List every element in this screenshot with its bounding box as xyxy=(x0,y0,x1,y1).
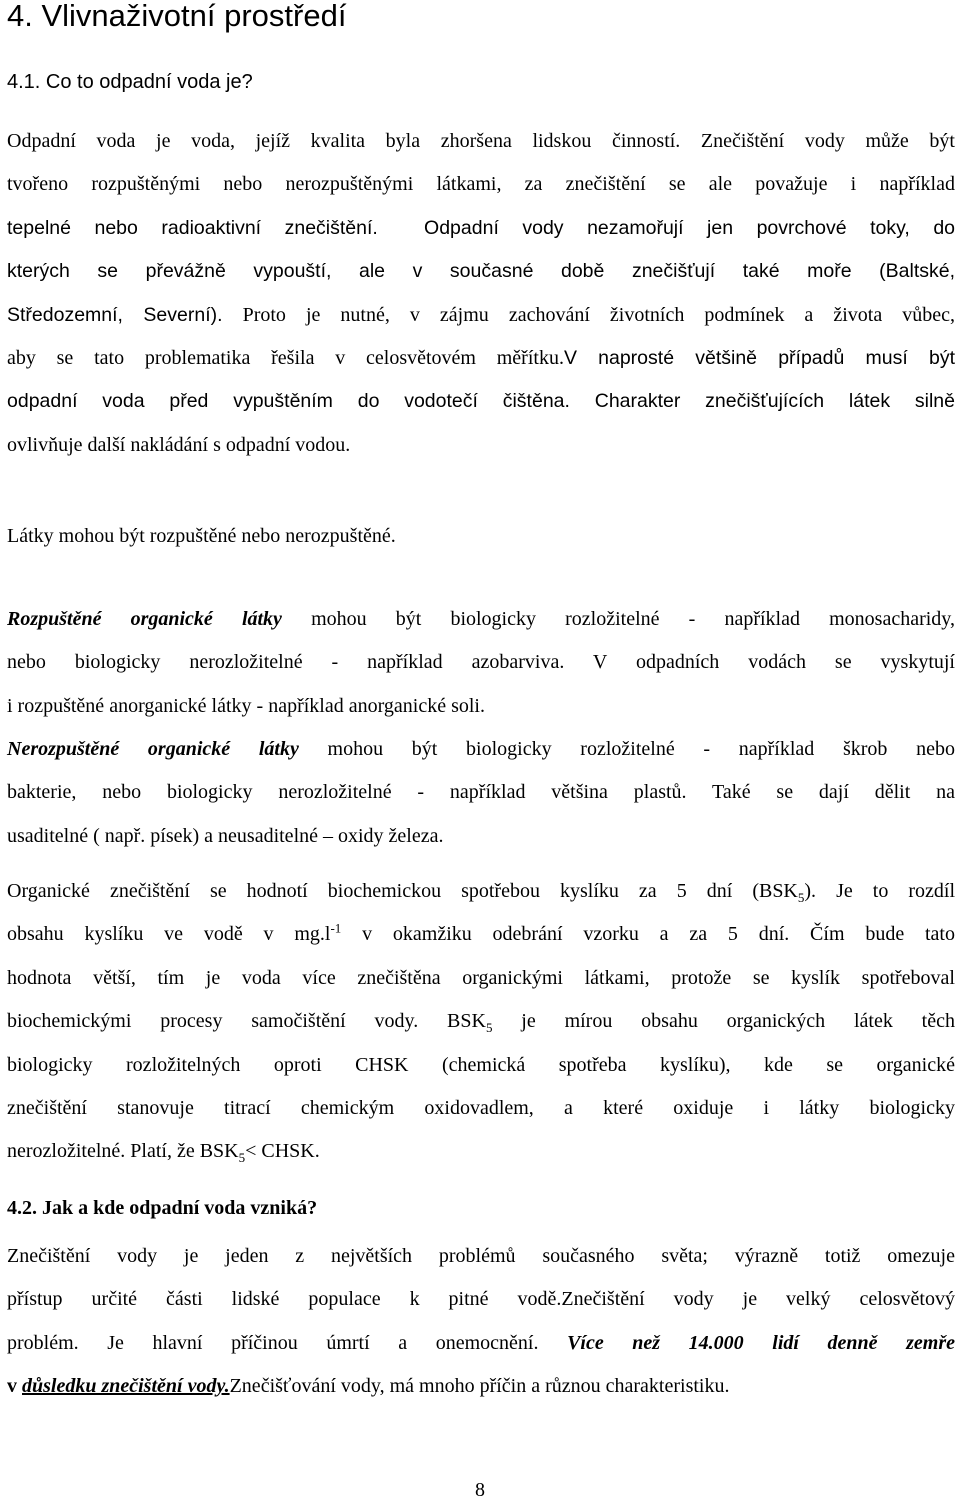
section-heading-4-1: 4.1. Co to odpadní voda je? xyxy=(7,71,253,93)
text-line xyxy=(7,641,955,684)
text-line xyxy=(7,294,955,337)
text-line xyxy=(7,598,955,641)
text-line xyxy=(7,1044,955,1087)
subscript: 5 xyxy=(238,1150,246,1166)
text-run: bakterie, nebo biologicky nerozložitelné - například většina plastů. Také se dají dělit na xyxy=(7,781,955,804)
text-line xyxy=(7,1000,955,1043)
subscript: 5 xyxy=(797,890,805,905)
text-run: aby se tato problematika řešila v celosvětovém měřítku. xyxy=(7,346,564,369)
text-line xyxy=(7,957,955,1000)
text-run: kterých se převážně vypouští, ale v současné době znečišťují také moře (Baltské, xyxy=(7,260,955,283)
text-run: Organické znečištění se hodnotí biochemickou spotřebou kyslíku za 5 dní (BSK xyxy=(7,880,798,902)
text-run: Znečištění vody je jeden z největších problémů současného světa; výrazně totiž omezuje xyxy=(7,1245,955,1267)
text-run: Odpadní vody nezamořují jen povrchové toky, do xyxy=(424,216,956,239)
text-line xyxy=(7,1278,955,1321)
subscript: 5 xyxy=(485,1020,493,1036)
text-run: tepelné nebo radioaktivní znečištění. xyxy=(7,216,378,239)
paragraph-undissolved-organic xyxy=(7,728,955,858)
text-run: ). Je to rozdíl xyxy=(804,880,955,902)
text-line xyxy=(7,771,955,814)
text-line xyxy=(7,728,955,771)
text-line xyxy=(7,337,955,380)
term-undissolved-organic: Nerozpuštěné organické látky xyxy=(7,738,299,760)
emphasis-underlined: důsledku znečištění vody. xyxy=(22,1375,230,1398)
text-line xyxy=(7,685,955,728)
text-run: je mírou obsahu organických látek těch xyxy=(492,1010,955,1033)
text-run: tvořeno rozpuštěnými nebo nerozpuštěnými látkami, za znečištění se ale považuje i například xyxy=(7,173,955,196)
page-title: 4. Vlivnaživotní prostředí xyxy=(7,0,347,33)
text-line xyxy=(7,250,955,293)
text-line xyxy=(7,207,955,250)
text-line xyxy=(7,515,955,558)
text-line xyxy=(7,1130,955,1173)
text-run: odpadní voda před vypuštěním do vodotečí čištěna. Charakter znečišťujících látek silně xyxy=(7,390,955,413)
text-line xyxy=(7,380,955,423)
text-line xyxy=(7,870,955,913)
paragraph-substances xyxy=(7,515,955,558)
text-line xyxy=(7,1087,955,1130)
page-number: 8 xyxy=(475,1479,485,1501)
section-heading-4-2: 4.2. Jak a kde odpadní voda vzniká? xyxy=(7,1197,318,1219)
text-line xyxy=(7,1322,955,1365)
emphasis-text: Více než 14.000 lidí denně zemře xyxy=(567,1331,956,1354)
text-line xyxy=(7,815,955,858)
text-line xyxy=(7,120,955,163)
text-run: biologicky rozložitelných oproti CHSK (chemická spotřeba kyslíku), kde se organické xyxy=(7,1053,955,1076)
paragraph-bsk xyxy=(7,870,955,1174)
text-run: hodnota větší, tím je voda více znečištěna organickými látkami, protože se kyslík spotřeboval xyxy=(7,966,955,989)
text-run: Odpadní voda je voda, jejíž kvalita byla zhoršena lidskou činností. Znečištění vody může být xyxy=(7,130,955,152)
text-run: nebo biologicky nerozložitelné - například azobarviva. V odpadních vodách se vyskytují xyxy=(7,651,955,674)
text-run: mohou být biologicky rozložitelné - například monosacharidy, xyxy=(281,608,955,630)
text-run: přístup určité části lidské populace k pitné vodě.Znečištění vody je velký celosvětový xyxy=(7,1288,955,1311)
paragraph-water-pollution xyxy=(7,1235,955,1409)
text-run: Středozemní, Severní). xyxy=(7,303,223,326)
text-run: nerozložitelné. Platí, že BSK xyxy=(7,1140,239,1163)
text-run: v okamžiku odebrání vzorku a za 5 dní. Čím bude tato xyxy=(341,923,955,946)
text-run: v xyxy=(7,1375,22,1398)
text-run: Znečišťování vody, má mnoho příčin a různou charakteristiku. xyxy=(229,1375,730,1398)
paragraph-dissolved-organic xyxy=(7,598,955,728)
paragraph-intro xyxy=(7,120,955,467)
text-run: Látky mohou být rozpuštěné nebo nerozpuštěné. xyxy=(7,525,396,547)
text-line xyxy=(7,1365,955,1408)
text-line xyxy=(7,424,955,467)
text-run: ovlivňuje další nakládání s odpadní vodou. xyxy=(7,433,351,456)
text-run: biochemickými procesy samočištění vody. BSK xyxy=(7,1010,486,1033)
superscript: -1 xyxy=(330,920,342,936)
text-run: V naprosté většině případů musí být xyxy=(563,346,955,369)
text-run: Proto je nutné, v zájmu zachování životních podmínek a života vůbec, xyxy=(222,303,955,326)
term-dissolved-organic: Rozpuštěné organické látky xyxy=(7,608,282,630)
text-run: obsahu kyslíku ve vodě v mg.l xyxy=(7,923,331,946)
text-line xyxy=(7,913,955,956)
text-run: mohou být biologicky rozložitelné - například škrob nebo xyxy=(298,738,956,760)
text-line xyxy=(7,163,955,206)
text-run: < CHSK. xyxy=(245,1140,320,1163)
text-run: znečištění stanovuje titrací chemickým oxidovadlem, a které oxiduje i látky biologicky xyxy=(7,1096,955,1119)
text-line xyxy=(7,1235,955,1278)
text-run: usaditelné ( např. písek) a neusaditelné – oxidy železa. xyxy=(7,824,444,847)
text-run: i rozpuštěné anorganické látky - například anorganické soli. xyxy=(7,694,485,717)
text-run: problém. Je hlavní příčinou úmrtí a onemocnění. xyxy=(7,1331,568,1354)
